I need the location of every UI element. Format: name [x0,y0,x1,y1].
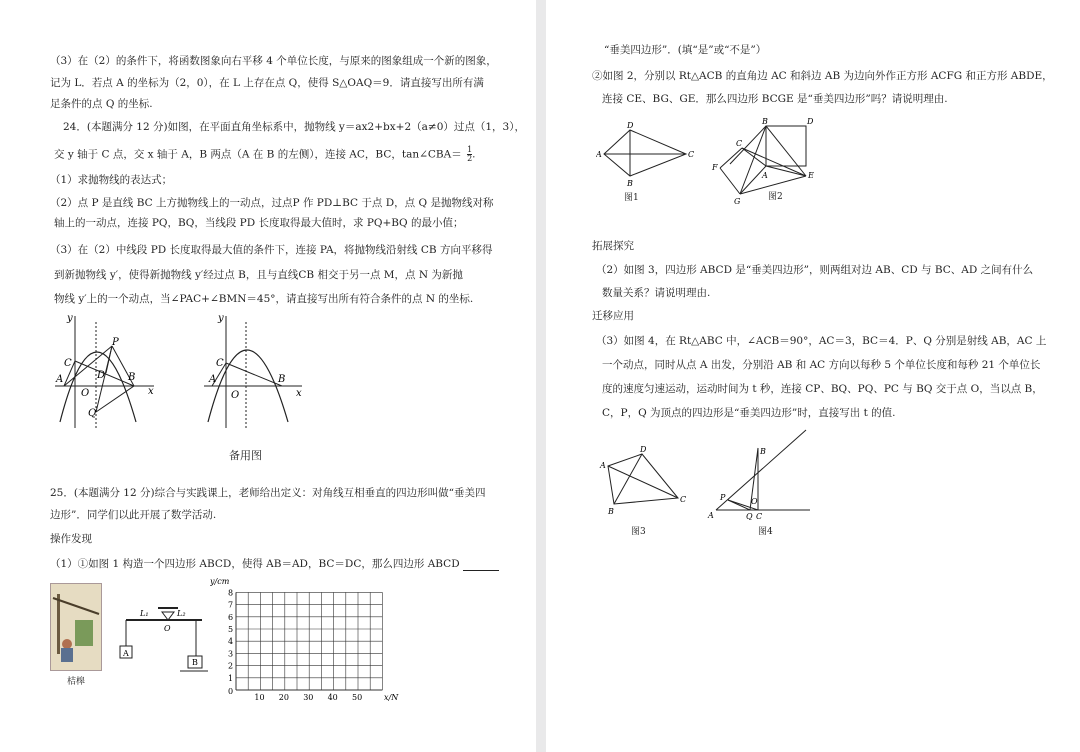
q2-line1: （2）如图 3，四边形 ABCD 是“垂美四边形”，则两组对边 AB、CD 与 BC、AD 之间有什么 [596,264,1034,276]
svg-text:C: C [688,150,695,159]
svg-text:O: O [751,497,758,506]
q25-part1-line: （1）①如图 1 构造一个四边形 ABCD，使得 AB＝AD，BC＝DC，那么四边形 ABCD [50,557,499,571]
q24-part3-line2: 到新抛物线 y′，使得新抛物线 y′经过点 B，且与直线CB 相交于另一点 M，点 N 为新抛 [54,269,463,281]
section-title-application: 迁移应用 [592,310,634,322]
svg-text:E: E [808,171,814,180]
grid-ytick: 3 [228,649,234,659]
svg-text:x: x [296,388,302,399]
q24-part2-line1: （2）点 P 是直线 BC 上方抛物线上的一动点，过点P 作 PD⊥BC 于点 D，点 Q 是抛物线对称 [50,197,494,209]
grid-ytick: 7 [228,600,234,610]
svg-text:D: D [97,370,106,381]
q23-3-line2: 记为 L．若点 A 的坐标为（2，0），在 L 上存在点 Q，使得 S△OAQ＝9．请直接写出所有满 [50,77,484,89]
svg-text:A: A [123,649,129,658]
q24-backup-figure [200,312,306,430]
q24-part3-line1: （3）在（2）中线段 PD 长度取得最大值的条件下，连接 PA，将抛物线沿射线 CB 方向平移得 [50,244,493,256]
q24-line2: 交 y 轴于 C 点，交 x 轴于 A，B 两点（A 在 B 的左侧），连接 AC，BC，tan∠CBA＝ $\frac{1}{2}$ . [54,145,476,163]
svg-text:B: B [278,374,286,385]
q3-line4: C，P，Q 为顶点的四边形是“垂美四边形”时，直接写出 t 的值. [602,407,896,419]
grid-ytick: 4 [228,637,234,647]
tan-fraction: $\frac{1}{2}$ [467,145,473,163]
figure-1-caption: 图1 [624,193,639,203]
empty-grid-chart [210,576,406,702]
svg-text:F: F [712,163,718,172]
svg-text:C: C [756,512,763,520]
figure-3-caption: 图3 [631,527,646,537]
svg-text:A: A [596,150,602,159]
right-top-line3: 连接 CE、BG、GE．那么四边形 BCGE 是“垂美四边形”吗？请说明理由. [602,93,948,105]
figure-4-caption: 图4 [758,527,773,537]
q3-line2: 一个动点，同时从点 A 出发，分别沿 AB 和 AC 方向以每秒 5 个单位长度和每秒 21 个单位长 [602,359,1041,371]
q24-figure [50,312,160,430]
svg-text:y: y [218,313,224,324]
svg-text:A: A [209,374,217,385]
figure-2 [710,114,820,206]
svg-text:G: G [734,197,741,206]
svg-text:C: C [736,139,743,148]
svg-text:Q: Q [88,408,97,419]
jiegao-photo [50,583,102,671]
q2-line2: 数量关系？请说明理由. [602,287,711,299]
figure-2-caption: 图2 [768,192,783,202]
figure-3 [598,444,688,518]
q24-part3-line3: 物线 y′上的一个动点，当∠PAC+∠BMN＝45°，请直接写出所有符合条件的点 N 的坐标. [54,293,474,305]
svg-text:O: O [231,390,240,401]
q24-line1: 24．(本题满分 12 分)如图，在平面直角坐标系中，抛物线 y＝ax2+bx+2（a≠0）过点（1，3）， [63,121,525,133]
grid-ytick: 2 [228,661,234,671]
svg-text:O: O [81,388,90,399]
svg-text:B: B [760,447,766,456]
svg-text:C: C [680,495,687,504]
q23-3-line1: （3）在（2）的条件下，将函数图象向右平移 4 个单位长度，与原来的图象组成一个新的图象， [50,55,497,67]
grid-xlabel: x/N [384,693,399,702]
svg-text:P: P [112,337,119,348]
svg-text:D: D [807,117,814,126]
svg-text:L₁: L₁ [140,609,149,618]
grid-origin: 0 [228,687,234,696]
svg-text:Q: Q [746,512,753,520]
answer-blank [463,560,499,571]
grid-ylabel: y/cm [210,577,230,586]
svg-text:B: B [128,372,136,383]
grid-ytick: 5 [228,625,234,634]
q23-3-line3: 足条件的点 Q 的坐标. [50,98,153,110]
svg-text:O: O [164,624,171,633]
svg-text:A: A [600,461,606,470]
q24-line2-text: 交 y 轴于 C 点，交 x 轴于 A，B 两点（A 在 B 的左侧），连接 AC，BC，tan∠CBA＝ [54,148,462,161]
section-title-operation: 操作发现 [50,533,92,545]
q25-line2: 边形”．同学们以此开展了数学活动. [50,509,217,521]
fig24-y: y [67,313,73,324]
right-top-line1: “垂美四边形”．(填“是”或“不是”） [604,44,767,56]
svg-text:D: D [640,445,647,454]
figure-1 [596,120,700,188]
svg-text:B: B [762,117,768,126]
svg-text:x: x [148,386,154,397]
q3-line3: 度的速度匀速运动，运动时间为 t 秒，连接 CP、BQ、PQ、PC 与 BQ 交于点 O，当以点 B， [602,383,1043,395]
left-page [0,0,536,752]
figure-4 [706,428,814,520]
grid-xtick: 40 [327,693,338,702]
svg-text:D: D [627,121,634,130]
q24-part2-line2: 轴上的一动点，连接 PQ，BQ，当线段 PD 长度取得最大值时，求 PQ+BQ 的最小值； [54,217,464,229]
right-page [546,0,1080,752]
svg-text:C: C [216,358,224,369]
grid-ytick: 1 [228,673,234,683]
section-title-extension: 拓展探究 [592,240,634,252]
q3-line1: （3）如图 4，在 Rt△ABC 中，∠ACB＝90°，AC＝3，BC＝4．P、Q 分别是射线 AB，AC 上 [596,335,1047,347]
svg-text:A: A [56,374,64,385]
right-top-line2: ②如图 2，分别以 Rt△ACB 的直角边 AC 和斜边 AB 为边向外作正方形 ACFG 和正方形 ABDE， [592,70,1053,82]
backup-figure-caption: 备用图 [229,449,262,462]
lever-figure [110,598,208,678]
svg-text:B: B [192,658,198,667]
photo-caption: 桔槔 [67,677,86,687]
svg-text:B: B [608,507,614,516]
q24-part1: （1）求抛物线的表达式； [50,174,173,186]
grid-xtick: 30 [303,693,314,702]
grid-xtick: 50 [352,693,363,702]
svg-text:C: C [64,358,72,369]
svg-text:L₂: L₂ [177,609,186,618]
q25-line1: 25．(本题满分 12 分)综合与实践课上，老师给出定义：对角线互相垂直的四边形叫做“垂美四 [50,487,486,499]
svg-text:A: A [762,171,768,180]
grid-ytick: 8 [228,588,234,598]
svg-text:A: A [708,511,714,520]
grid-ytick: 6 [228,612,234,622]
grid-xtick: 10 [254,693,265,702]
grid-xtick: 20 [278,693,289,702]
svg-text:P: P [720,493,726,502]
svg-text:B: B [627,179,633,188]
